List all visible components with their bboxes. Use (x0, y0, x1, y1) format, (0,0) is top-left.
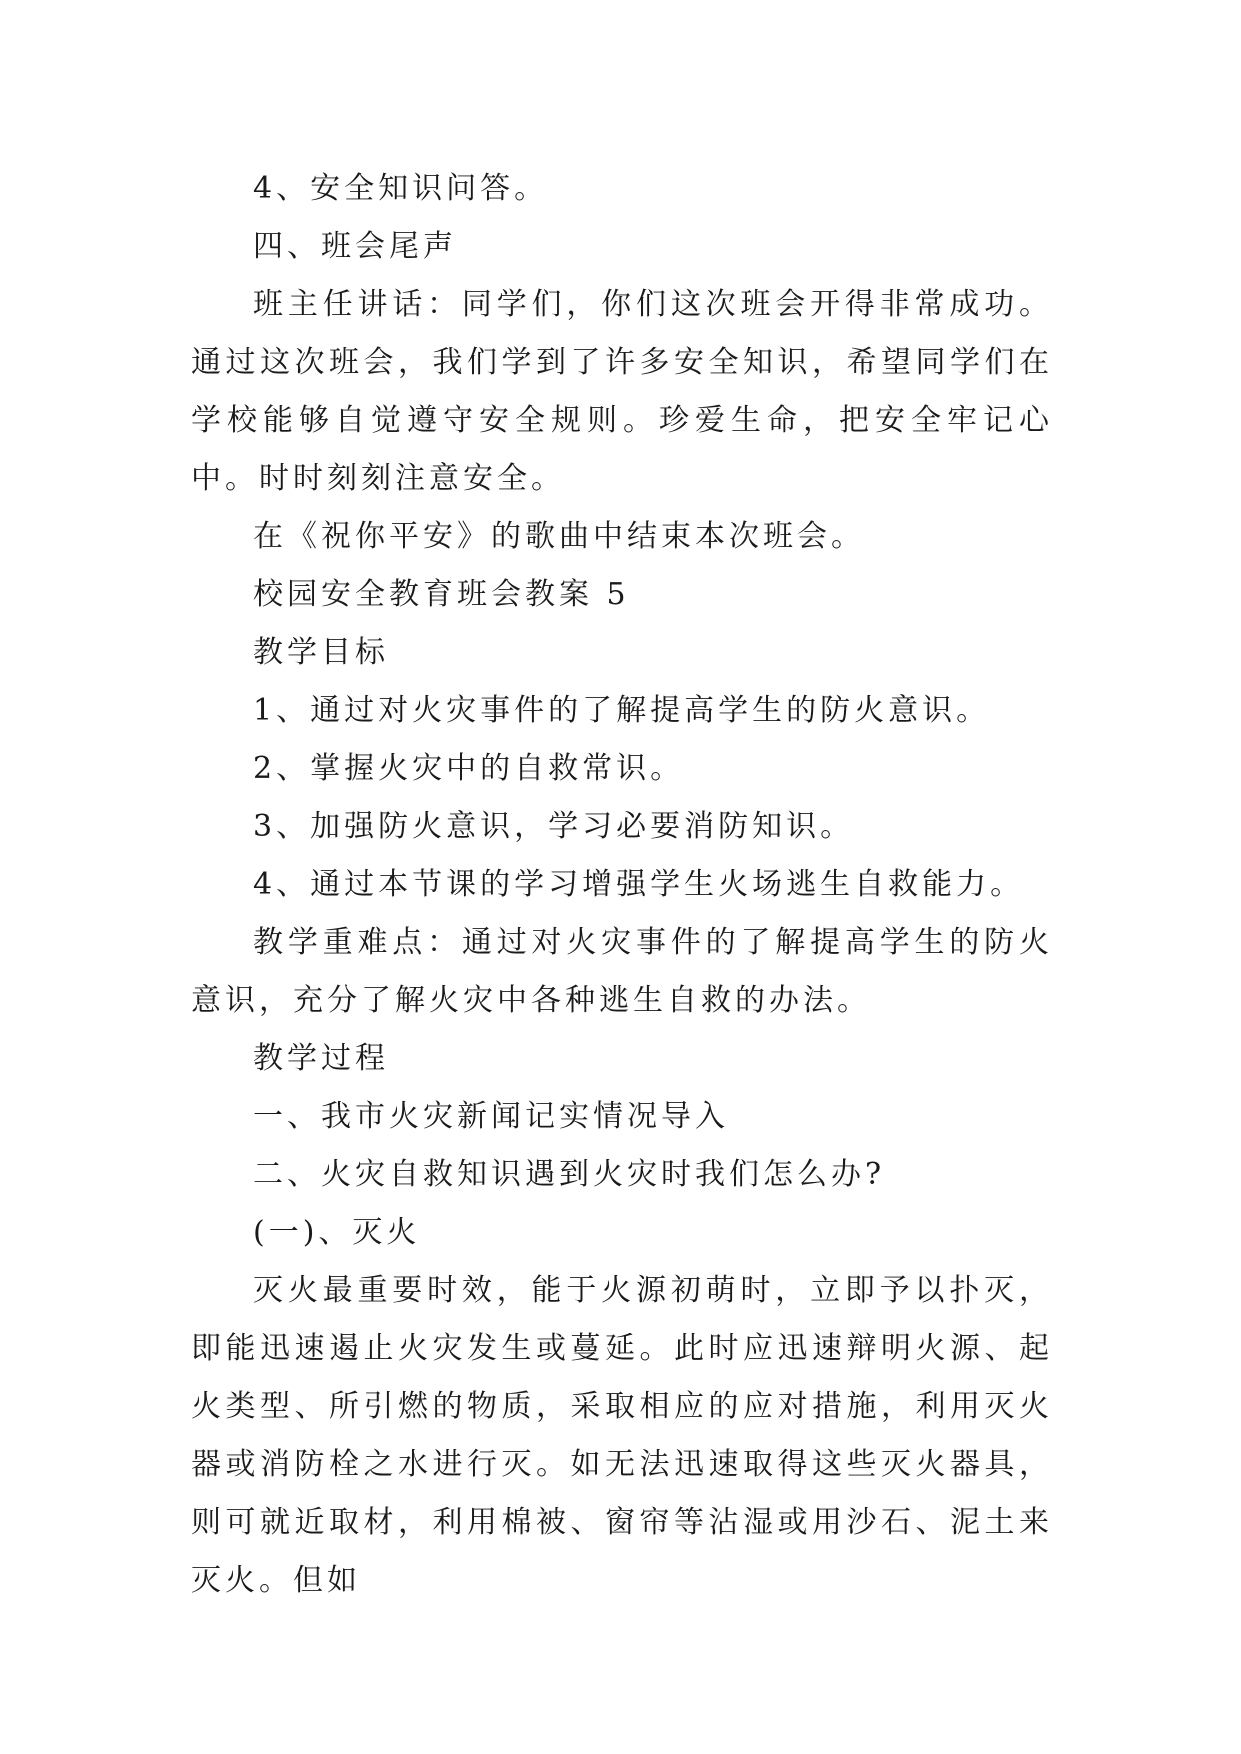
paragraph-key-points: 教学重难点：通过对火灾事件的了解提高学生的防火意识，充分了解火灾中各种逃生自救的办法。 (191, 925, 1053, 1018)
process-step-1: 一、我市火灾新闻记实情况导入 (253, 1099, 729, 1134)
paragraph-closing-song: 在《祝你平安》的歌曲中结束本次班会。 (253, 519, 865, 554)
goal-item-1: 1、通过对火灾事件的了解提高学生的防火意识。 (253, 693, 991, 728)
document-body (191, 160, 1053, 1610)
section-heading-ending: 四、班会尾声 (253, 229, 457, 264)
lesson-plan-title: 校园安全教育班会教案 5 (253, 577, 630, 612)
goal-item-4: 4、通过本节课的学习增强学生火场逃生自救能力。 (253, 867, 1025, 902)
heading-teaching-goals: 教学目标 (253, 635, 389, 670)
subheading-extinguish: (一)、灭火 (253, 1215, 421, 1250)
paragraph-teacher-speech: 班主任讲话：同学们，你们这次班会开得非常成功。通过这次班会，我们学到了许多安全知识，希望同学们在学校能够自觉遵守安全规则。珍爱生命，把安全牢记心中。时时刻刻注意安全。 (191, 287, 1053, 496)
paragraph-qa: 4、安全知识问答。 (253, 171, 549, 206)
heading-teaching-process: 教学过程 (253, 1041, 389, 1076)
goal-item-2: 2、掌握火灾中的自救常识。 (253, 751, 685, 786)
paragraph-extinguish-details: 灭火最重要时效，能于火源初萌时，立即予以扑灭，即能迅速遏止火灾发生或蔓延。此时应迅速辩明火源、起火类型、所引燃的物质，采取相应的应对措施，利用灭火器或消防栓之水进行灭。如无法迅速取得这些灭火器具，则可就近取材，利用棉被、窗帘等沾湿或用沙石、泥土来灭火。但如 (191, 1273, 1053, 1598)
goal-item-3: 3、加强防火意识，学习必要消防知识。 (253, 809, 855, 844)
process-step-2: 二、火灾自救知识遇到火灾时我们怎么办? (253, 1157, 886, 1192)
